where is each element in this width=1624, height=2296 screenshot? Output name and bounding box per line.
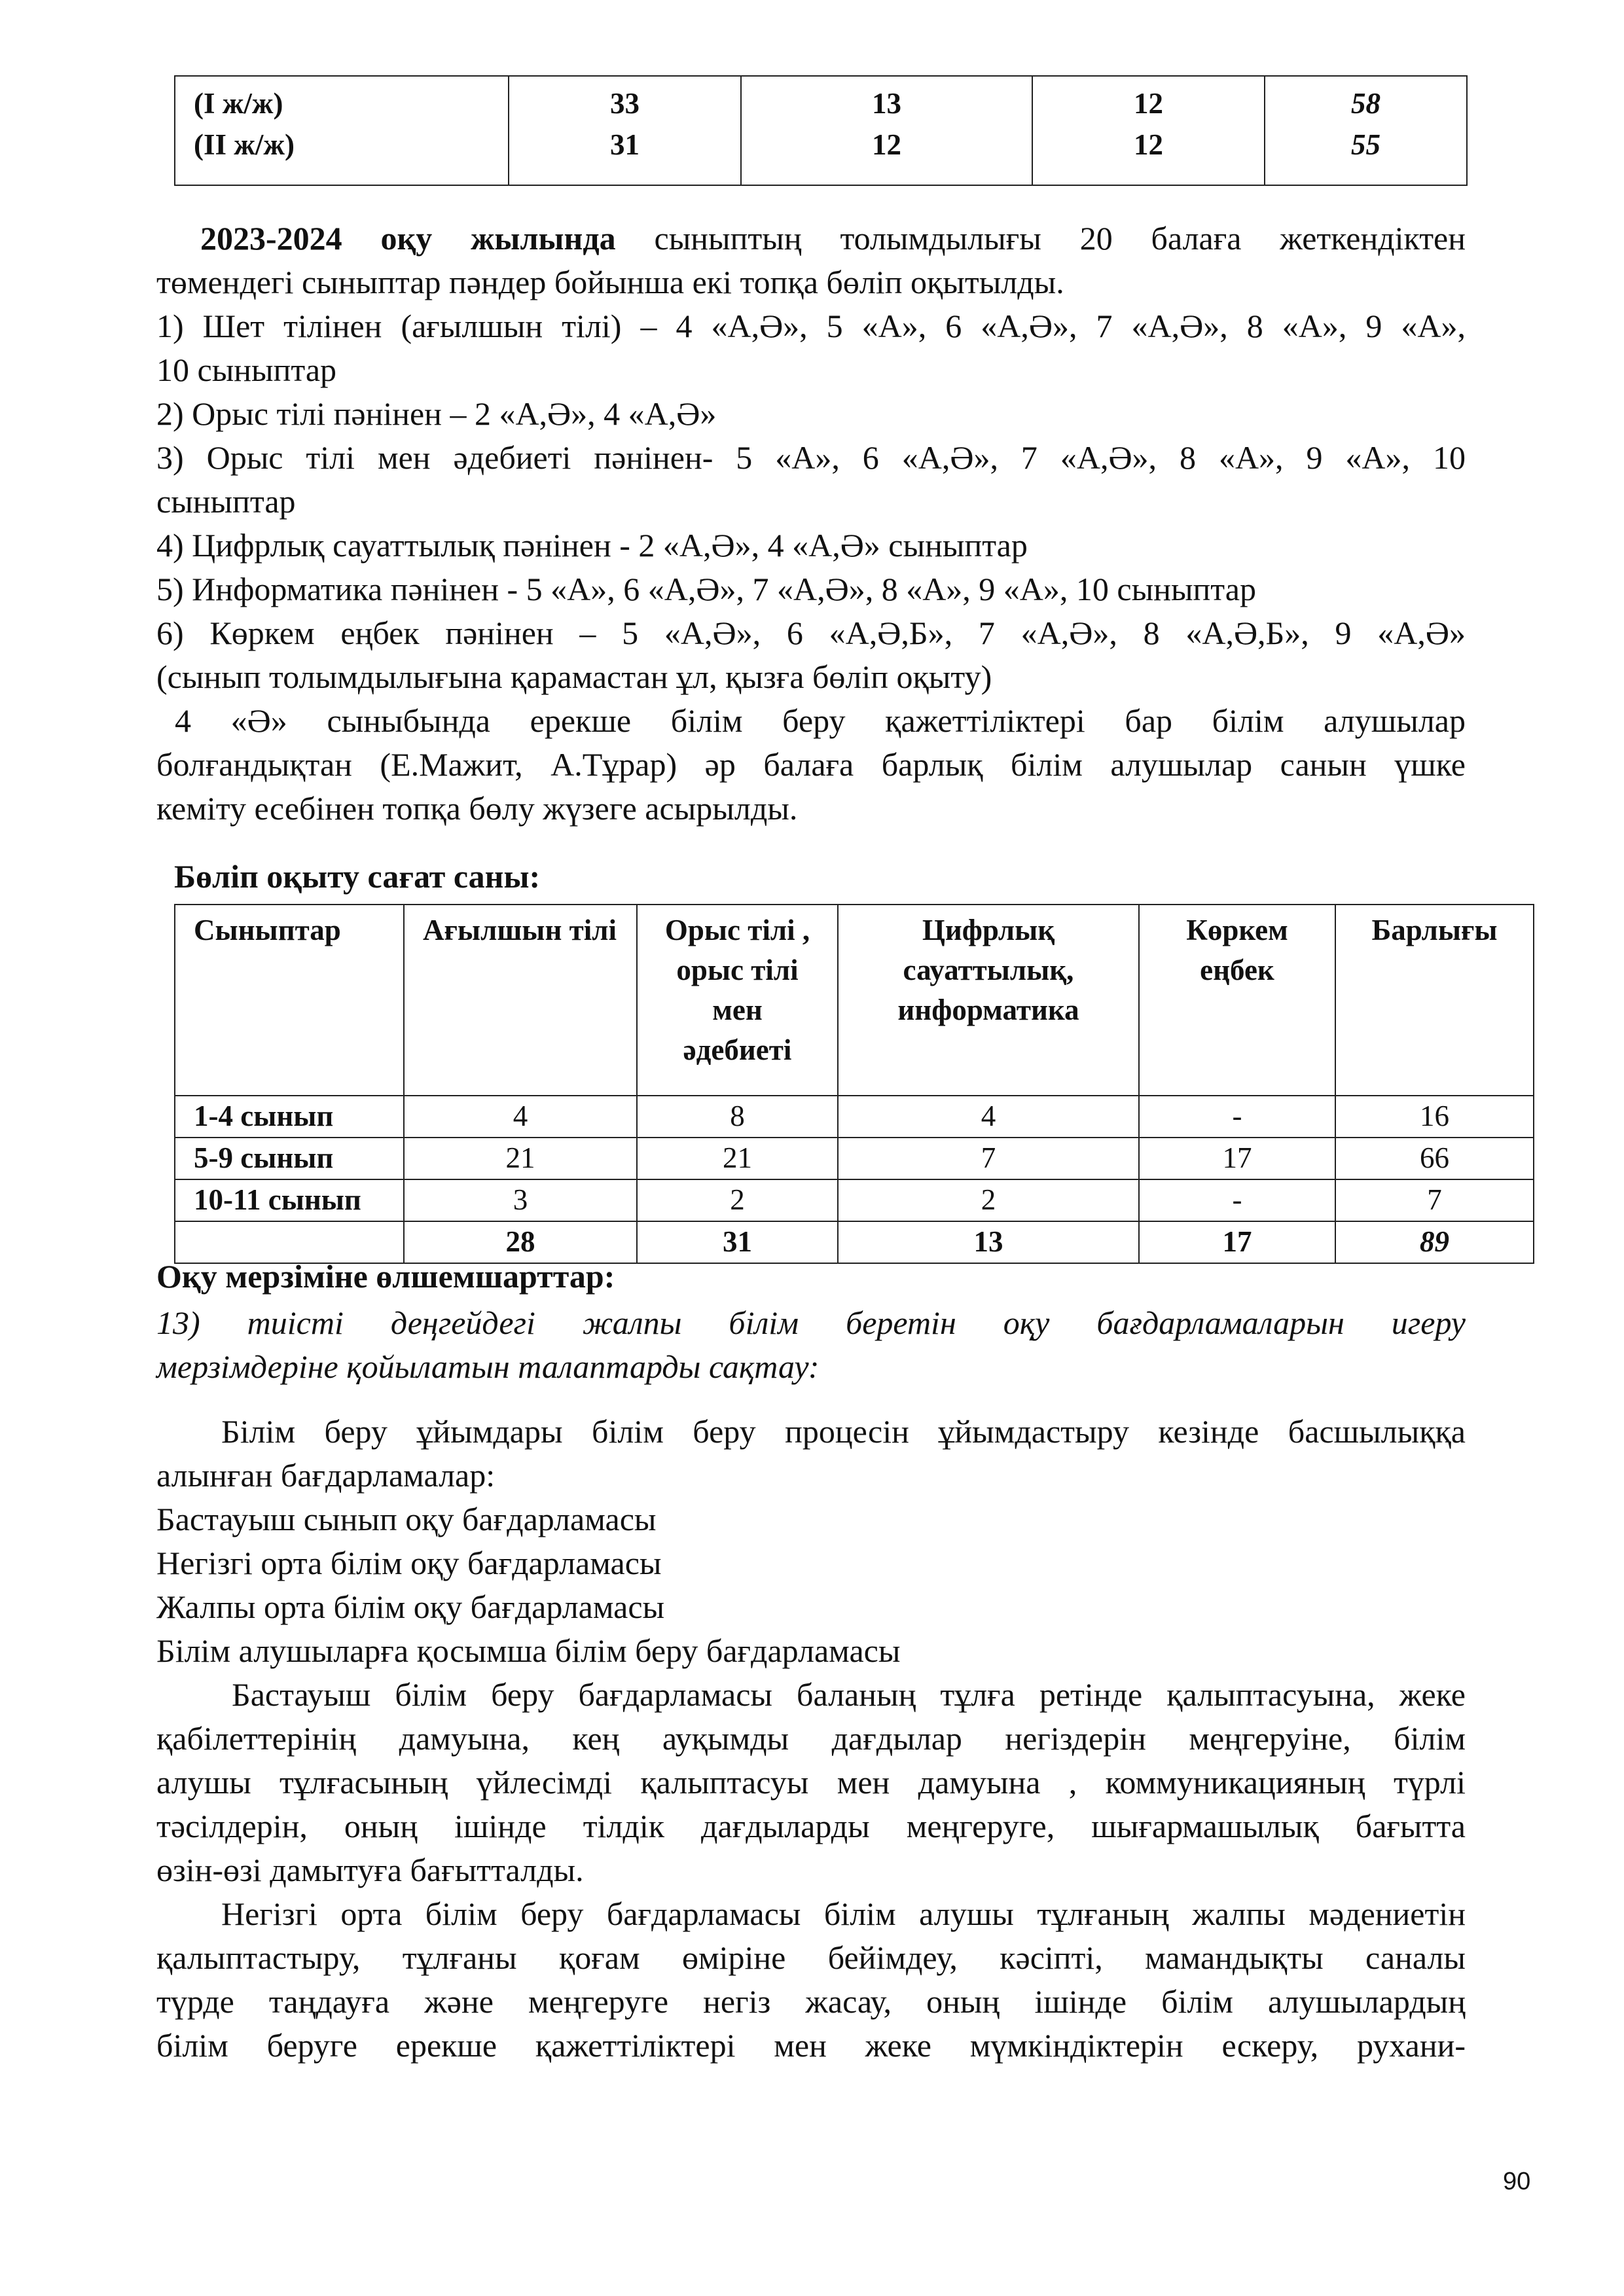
top-table-row [175,76,1467,185]
cell-text: 31 [610,128,640,161]
header-cell-russian [637,905,838,1096]
table-row [175,1096,1534,1138]
top-summary-table [174,75,1468,186]
special-note-line-2: болғандықтан (Е.Мажит, А.Тұрар) әр балаға барлық білім алушылар санын үшке [156,746,1466,783]
primary-paragraph-line-4: тәсілдерін, оның ішінде тілдік дағдыларды меңгеруге, шығармашылық бағытта [156,1808,1466,1844]
table-cell: - [1139,1179,1335,1221]
intro-bold-lead: 2023-2024 оқу жылында [200,220,616,257]
total-cell: 31 [637,1221,838,1263]
table-cell: 21 [404,1138,637,1179]
table-cell: 4 [404,1096,637,1138]
header-text: Сыныптар [194,914,341,946]
program-item: Негізгі орта білім оқу бағдарламасы [156,1545,662,1581]
basic-paragraph-line-3: түрде таңдауға және меңгеруге негіз жасау, оның ішінде білім алушылардың [156,1983,1466,2020]
cell-text: 12 [1134,128,1163,161]
table-row [175,1179,1534,1221]
table-cell: 4 [838,1096,1139,1138]
intro-text: сыныптың толымдылығы 20 балаға жеткендіктен [654,220,1466,257]
intro-line-1 [156,217,1466,260]
header-text: Ағылшын тілі [423,914,617,946]
table-cell: 7 [1335,1179,1534,1221]
list-item-3: 3) Орыс тілі мен әдебиеті пәнінен- 5 «А», 6 «А,Ә», 7 «А,Ә», 8 «А», 9 «А», 10 [156,439,1466,476]
table-cell: 21 [637,1138,838,1179]
programs-intro-line-1: Білім беру ұйымдары білім беру процесін ұйымдастыру кезінде басшылыққа [221,1413,1466,1450]
top-table-cell [741,76,1032,185]
page-number: 90 [1503,2168,1531,2195]
header-cell-digital [838,905,1139,1096]
top-table-cell [1032,76,1265,185]
cell-text: (I ж/ж) [194,87,283,120]
cell-text: 13 [872,87,901,120]
special-note-line-1: 4 «Ә» сыныбында ерекше білім беру қажеттіліктері бар білім алушылар [175,702,1466,739]
primary-paragraph-line-1: Бастауыш білім беру бағдарламасы баланың тұлға ретінде қалыптасуына, жеке [232,1676,1466,1713]
table-cell: 2 [637,1179,838,1221]
list-item-6-cont: (сынып толымдылығына қарамастан ұл, қызға бөліп оқыту) [156,658,992,695]
cell-text: 12 [1134,87,1163,120]
top-table-cell [509,76,741,185]
primary-paragraph-line-5: өзін-өзі дамытуға бағытталды. [156,1852,584,1888]
header-text: Көркем еңбек [1186,914,1288,986]
total-cell: 28 [404,1221,637,1263]
table-cell: 17 [1139,1138,1335,1179]
header-cell-total [1335,905,1534,1096]
header-text: Цифрлық сауаттылық, информатика [897,914,1079,1026]
grand-total-cell: 89 [1335,1221,1534,1263]
cell-text: 12 [872,128,901,161]
program-item: Бастауыш сынып оқу бағдарламасы [156,1501,657,1537]
basic-paragraph-line-4: білім беруге ерекше қажеттіліктері мен жеке мүмкіндіктерін ескеру, рухани- [156,2027,1466,2064]
row-label: 1-4 сынып [175,1096,404,1138]
criteria-italic-line-1: 13) тиісті деңгейдегі жалпы білім беретін оқу бағдарламаларын игеру [156,1304,1466,1341]
top-table-cell [175,76,509,185]
table-cell: 2 [838,1179,1139,1221]
header-cell-art [1139,905,1335,1096]
top-table-cell [1265,76,1467,185]
table-cell: 7 [838,1138,1139,1179]
list-item-1-cont: 10 сыныптар [156,351,337,388]
header-cell-classes [175,905,404,1096]
program-item: Жалпы орта білім оқу бағдарламасы [156,1588,665,1625]
hours-table [174,904,1534,1264]
cell-text: 58 [1351,87,1380,120]
criteria-italic-line-2: мерзімдеріне қойылатын талаптарды сақтау: [156,1348,820,1385]
header-text: Орыс тілі , орыс тілі мен әдебиеті [664,914,810,1066]
primary-paragraph-line-3: алушы тұлғасының үйлесімді қалыптасуы мен дамуына , коммуникацияның түрлі [156,1764,1466,1801]
table-cell: 66 [1335,1138,1534,1179]
hours-table-header-row [175,905,1534,1096]
special-note-line-3: кеміту есебінен топқа бөлу жүзеге асырылды. [156,790,798,827]
header-cell-english [404,905,637,1096]
basic-paragraph-line-1: Негізгі орта білім беру бағдарламасы білім алушы тұлғаның жалпы мәдениетін [221,1895,1466,1932]
list-item-2: 2) Орыс тілі пәнінен – 2 «А,Ә», 4 «А,Ә» [156,395,717,432]
table-cell: 8 [637,1096,838,1138]
list-item-5: 5) Информатика пәнінен - 5 «А», 6 «А,Ә», 7 «А,Ә», 8 «А», 9 «А», 10 сыныптар [156,571,1256,607]
hours-table-title: Бөліп оқыту сағат саны: [174,858,541,895]
list-item-4: 4) Цифрлық сауаттылық пәнінен - 2 «А,Ә», 4 «А,Ә» сыныптар [156,527,1028,564]
intro-line-2: төмендегі сыныптар пәндер бойынша екі топқа бөліп оқытылды. [156,264,1064,300]
table-cell: 3 [404,1179,637,1221]
programs-intro-line-2: алынған бағдарламалар: [156,1457,496,1494]
criteria-heading: Оқу мерзіміне өлшемшарттар: [156,1258,615,1295]
basic-paragraph-line-2: қалыптастыру, тұлғаны қоғам өміріне бейімдеу, кәсіпті, мамандықты саналы [156,1939,1466,1976]
program-item: Білім алушыларға қосымша білім беру бағдарламасы [156,1632,901,1669]
cell-text: 55 [1351,128,1380,161]
cell-text: 33 [610,87,640,120]
cell-text: (II ж/ж) [194,128,295,161]
primary-paragraph-line-2: қабілеттерінің дамуына, кең ауқымды дағдылар негіздерін меңгеруіне, білім [156,1720,1466,1757]
list-item-6: 6) Көркем еңбек пәнінен – 5 «А,Ә», 6 «А,Ә,Б», 7 «А,Ә», 8 «А,Ә,Б», 9 «А,Ә» [156,615,1466,651]
total-cell: 17 [1139,1221,1335,1263]
list-item-3-cont: сыныптар [156,483,296,520]
table-cell: - [1139,1096,1335,1138]
table-row [175,1138,1534,1179]
total-cell: 13 [838,1221,1139,1263]
row-label: 10-11 сынып [175,1179,404,1221]
list-item-1: 1) Шет тілінен (ағылшын тілі) – 4 «А,Ә», 5 «А», 6 «А,Ә», 7 «А,Ә», 8 «А», 9 «А», [156,308,1466,344]
header-text: Барлығы [1371,914,1498,946]
table-cell: 16 [1335,1096,1534,1138]
row-label: 5-9 сынып [175,1138,404,1179]
